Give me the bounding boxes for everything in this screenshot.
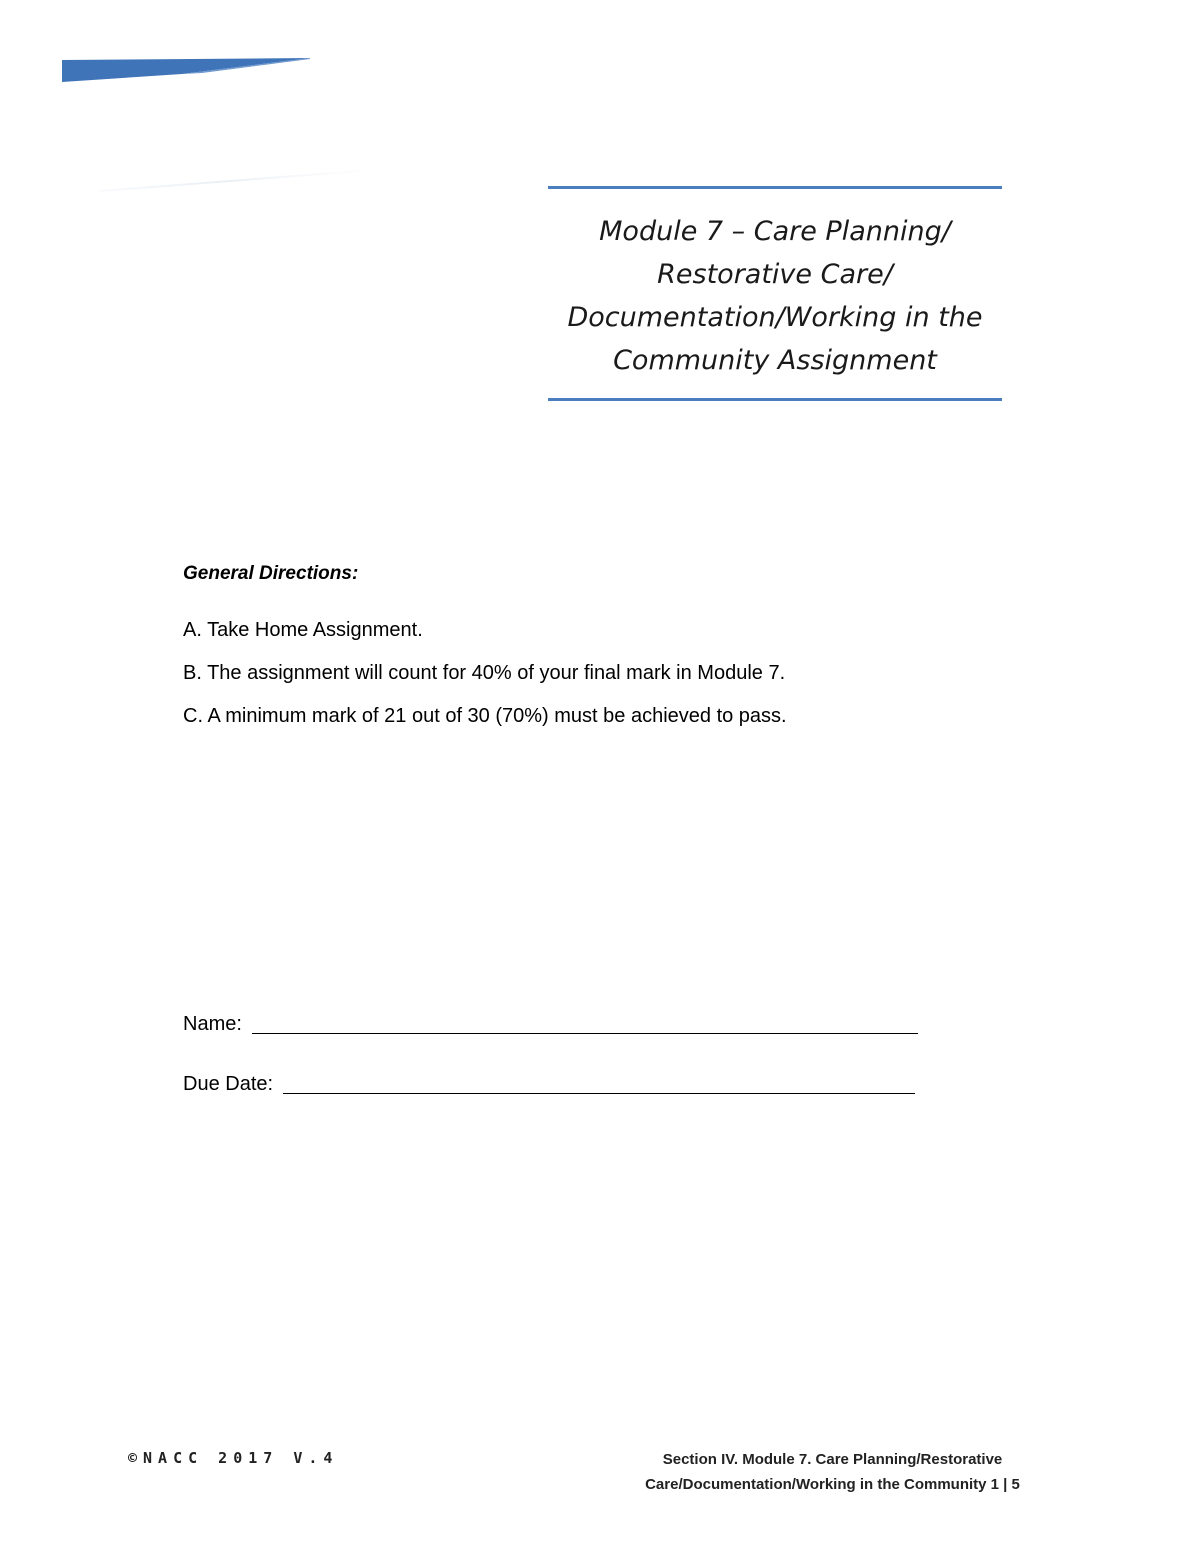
title-block	[548, 186, 1002, 403]
directions-item: C. A minimum mark of 21 out of 30 (70%) must be achieved to pass.	[183, 705, 787, 727]
directions-heading: General Directions:	[183, 563, 359, 584]
name-label: Name:	[183, 1013, 242, 1035]
title-line: Module 7 – Care Planning/	[599, 216, 951, 247]
due-date-field	[183, 1070, 915, 1098]
logo-fade-graphic	[100, 168, 360, 194]
title-top-rule	[548, 186, 1002, 189]
name-field	[183, 1010, 918, 1038]
due-date-label: Due Date:	[183, 1073, 274, 1095]
footer-section-info	[560, 1447, 1105, 1497]
title-bottom-rule	[548, 398, 1002, 401]
directions-item: B. The assignment will count for 40% of your final mark in Module 7.	[183, 662, 786, 684]
document-title	[538, 210, 1012, 382]
title-line: Documentation/Working in the	[567, 302, 983, 333]
footer-section-line: Section IV. Module 7. Care Planning/Restorative	[662, 1451, 1003, 1468]
footer-copyright: ©NACC 2017 V.4	[128, 1449, 339, 1467]
due-date-blank-line[interactable]	[283, 1071, 915, 1094]
logo-wedge-graphic	[62, 58, 310, 82]
title-line: Restorative Care/	[657, 259, 893, 290]
footer-section-line: Care/Documentation/Working in the Community 1 | 5	[645, 1476, 1020, 1493]
name-blank-line[interactable]	[252, 1011, 918, 1034]
general-directions	[183, 560, 983, 745]
title-line: Community Assignment	[613, 345, 937, 376]
directions-item: A. Take Home Assignment.	[183, 619, 423, 641]
